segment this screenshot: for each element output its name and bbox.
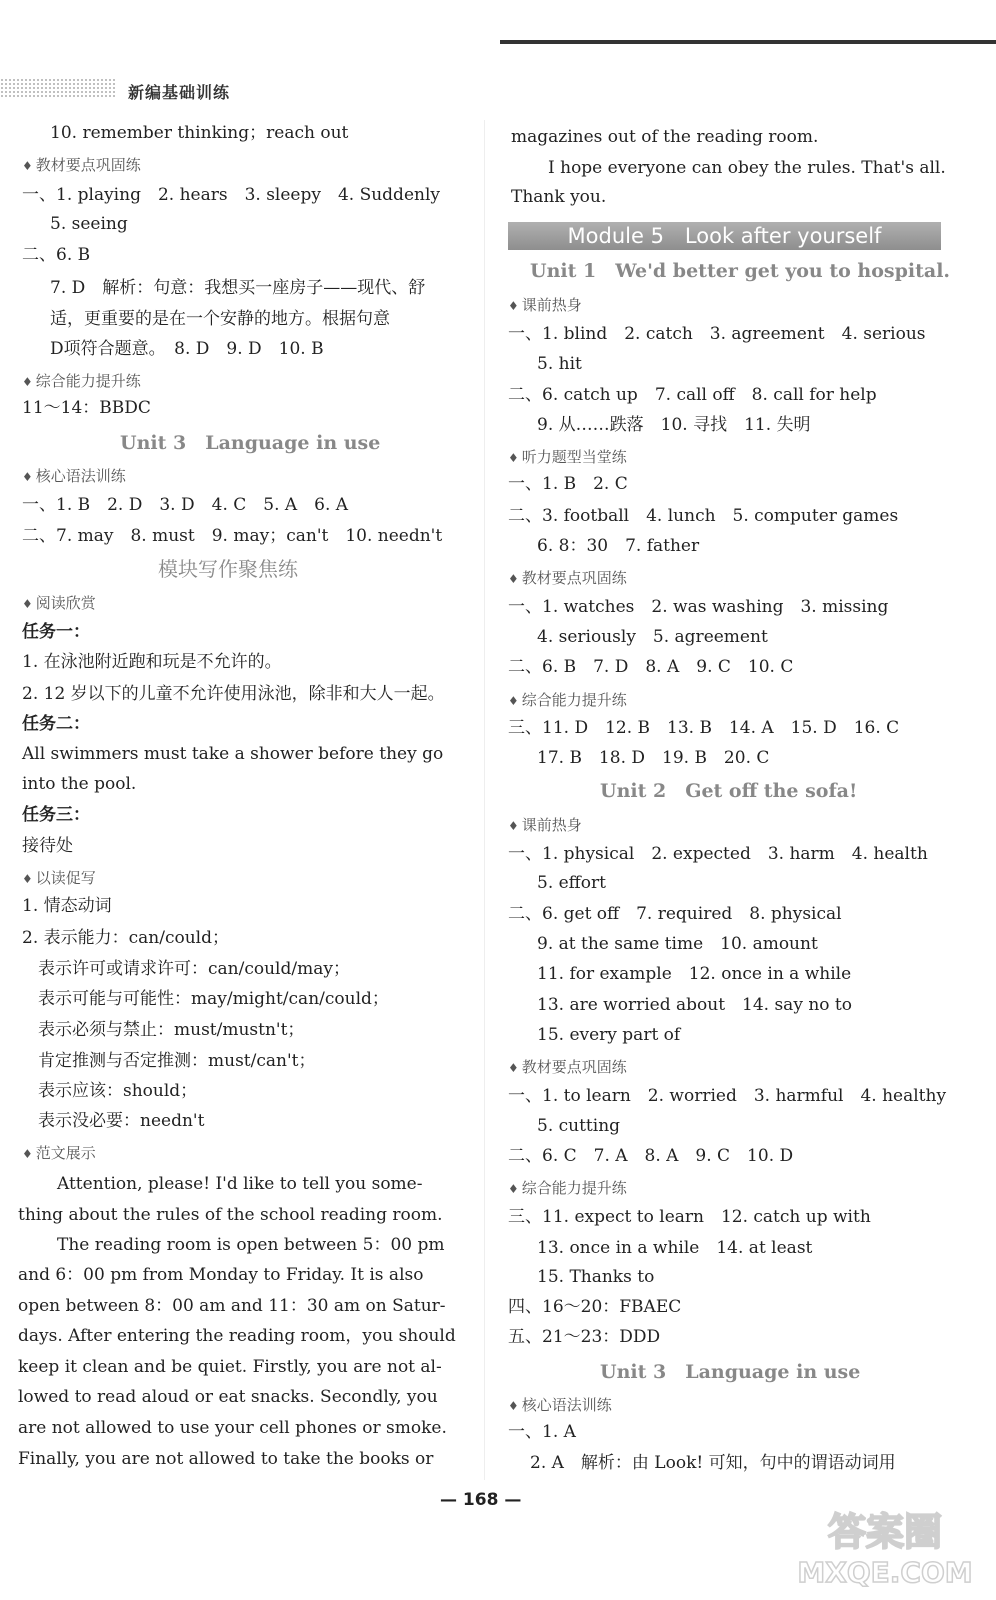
unit-heading: Unit 3 Language in use xyxy=(600,1361,861,1383)
answer-line: 15. Thanks to xyxy=(537,1267,655,1287)
answer-line: 任务二： xyxy=(22,714,90,734)
unit-heading: Unit 2 Get off the sofa! xyxy=(600,780,858,802)
answer-line: 6. 8：30 7. father xyxy=(537,536,700,556)
section-heading: ♦ 教材要点巩固练 xyxy=(22,153,141,178)
answer-line: 二、6. B xyxy=(22,245,91,265)
answer-line: 5. hit xyxy=(537,354,582,374)
answer-line: 一、1. B 2. C xyxy=(508,474,628,494)
answer-line: D项符合题意。 8. D 9. D 10. B xyxy=(50,339,324,359)
answer-line: magazines out of the reading room. xyxy=(511,127,819,147)
answer-line: 接待处 xyxy=(22,836,73,856)
section-heading: ♦ 课前热身 xyxy=(508,293,582,318)
header-dot-band xyxy=(0,78,115,98)
section-heading: ♦ 听力题型当堂练 xyxy=(508,445,627,470)
answer-line: days. After entering the reading room，you should xyxy=(18,1326,456,1346)
top-rule xyxy=(500,40,996,44)
answer-line: 四、16～20：FBAEC xyxy=(508,1297,682,1317)
watermark-line2: MXQE.COM xyxy=(797,1556,973,1589)
answer-line: thing about the rules of the school reading room. xyxy=(18,1205,443,1225)
section-heading: ♦ 核心语法训练 xyxy=(508,1393,612,1418)
answer-line: 2. 12 岁以下的儿童不允许使用泳池，除非和大人一起。 xyxy=(22,684,445,704)
answer-line: Finally, you are not allowed to take the books or xyxy=(18,1449,434,1469)
answer-line: 1. 在泳池附近跑和玩是不允许的。 xyxy=(22,652,282,672)
answer-line: 表示可能与可能性：may/might/can/could； xyxy=(38,989,389,1009)
answer-line: into the pool. xyxy=(22,774,137,794)
answer-line: 1. 情态动词 xyxy=(22,896,112,916)
answer-line: 5. effort xyxy=(537,873,606,893)
answer-line: 表示许可或请求许可：can/could/may； xyxy=(38,959,350,979)
answer-line: lowed to read aloud or eat snacks. Secondly, you xyxy=(18,1387,438,1407)
answer-line: 一、1. watches 2. was washing 3. missing xyxy=(508,597,889,617)
answer-line: 任务三： xyxy=(22,805,90,825)
section-heading: ♦ 教材要点巩固练 xyxy=(508,1055,627,1080)
section-heading: ♦ 范文展示 xyxy=(22,1141,96,1166)
section-heading: ♦ 综合能力提升练 xyxy=(22,369,141,394)
section-heading: ♦ 阅读欣赏 xyxy=(22,591,96,616)
answer-line: 11. for example 12. once in a while xyxy=(537,964,852,984)
answer-line: 二、6. B 7. D 8. A 9. C 10. C xyxy=(508,657,794,677)
answer-line: 2. 表示能力：can/could； xyxy=(22,928,229,948)
answer-line: 一、1. to learn 2. worried 3. harmful 4. healthy xyxy=(508,1086,947,1106)
answer-line: 三、11. expect to learn 12. catch up with xyxy=(508,1207,871,1227)
answer-line: 13. are worried about 14. say no to xyxy=(537,995,852,1015)
page-number-value: 168 xyxy=(462,1490,499,1510)
answer-line: 一、1. physical 2. expected 3. harm 4. health xyxy=(508,844,928,864)
answer-line: 10. remember thinking；reach out xyxy=(50,123,349,143)
answer-line: 二、6. C 7. A 8. A 9. C 10. D xyxy=(508,1146,794,1166)
answer-line: 15. every part of xyxy=(537,1025,681,1045)
answer-line: 任务一： xyxy=(22,622,90,642)
answer-line: 4. seriously 5. agreement xyxy=(537,627,768,647)
watermark-logo xyxy=(790,1500,980,1590)
answer-line: 7. D 解析：句意：我想买一座房子——现代、舒 xyxy=(50,278,426,298)
answer-line: 17. B 18. D 19. B 20. C xyxy=(537,748,770,768)
answer-line: 11～14：BBDC xyxy=(22,398,151,418)
page-number: — 168 — xyxy=(440,1490,522,1510)
answer-line: 13. once in a while 14. at least xyxy=(537,1238,813,1258)
answer-line: Thank you. xyxy=(511,187,607,207)
answer-line: 表示必须与禁止：must/mustn't； xyxy=(38,1020,305,1040)
section-heading: ♦ 教材要点巩固练 xyxy=(508,566,627,591)
answer-line: open between 8：00 am and 11：30 am on Satur- xyxy=(18,1296,446,1316)
watermark-line1: 答案圈 xyxy=(827,1510,943,1554)
answer-line: 9. 从……跌落 10. 寻找 11. 失明 xyxy=(537,415,811,435)
section-heading: ♦ 课前热身 xyxy=(508,813,582,838)
writing-heading: 模块写作聚焦练 xyxy=(158,557,298,581)
answer-line: 一、1. blind 2. catch 3. agreement 4. serious xyxy=(508,324,926,344)
answer-line: The reading room is open between 5：00 pm xyxy=(57,1235,445,1255)
answer-line: 五、21～23：DDD xyxy=(508,1327,661,1347)
answer-line: are not allowed to use your cell phones or smoke. xyxy=(18,1418,447,1438)
answer-line: Attention, please! I'd like to tell you some- xyxy=(57,1174,423,1194)
answer-line: 二、3. football 4. lunch 5. computer games xyxy=(508,506,899,526)
header-title: 新编基础训练 xyxy=(128,83,231,102)
answer-line: All swimmers must take a shower before they go xyxy=(22,744,444,764)
unit-heading: Unit 3 Language in use xyxy=(120,432,381,454)
section-heading: ♦ 综合能力提升练 xyxy=(508,1176,627,1201)
answer-line: 二、7. may 8. must 9. may；can't 10. needn't xyxy=(22,526,443,546)
answer-line: keep it clean and be quiet. Firstly, you are not al- xyxy=(18,1357,442,1377)
answer-line: 一、1. playing 2. hears 3. sleepy 4. Suddenly xyxy=(22,185,440,205)
answer-line: 一、1. A xyxy=(508,1422,576,1442)
answer-line: 2. A 解析：由 Look! 可知，句中的谓语动词用 xyxy=(530,1453,896,1473)
answer-line: 5. cutting xyxy=(537,1116,621,1136)
column-divider xyxy=(484,120,485,1480)
section-heading: ♦ 综合能力提升练 xyxy=(508,688,627,713)
answer-line: 二、6. get off 7. required 8. physical xyxy=(508,904,842,924)
answer-line: 表示应该：should； xyxy=(38,1081,198,1101)
answer-line: 肯定推测与否定推测：must/can't； xyxy=(38,1051,316,1071)
module-banner: Module 5 Look after yourself xyxy=(508,222,941,250)
answer-line: 适，更重要的是在一个安静的地方。根据句意 xyxy=(50,309,390,329)
answer-line: 一、1. B 2. D 3. D 4. C 5. A 6. A xyxy=(22,495,349,515)
answer-line: 三、11. D 12. B 13. B 14. A 15. D 16. C xyxy=(508,718,900,738)
section-heading: ♦ 以读促写 xyxy=(22,866,96,891)
answer-line: 二、6. catch up 7. call off 8. call for help xyxy=(508,385,877,405)
answer-line: and 6：00 pm from Monday to Friday. It is also xyxy=(18,1265,424,1285)
unit-heading: Unit 1 We'd better get you to hospital. xyxy=(530,260,951,282)
answer-line: I hope everyone can obey the rules. That's all. xyxy=(548,158,946,178)
answer-line: 5. seeing xyxy=(50,214,128,234)
answer-line: 表示没必要：needn't xyxy=(38,1111,205,1131)
section-heading: ♦ 核心语法训练 xyxy=(22,464,126,489)
answer-line: 9. at the same time 10. amount xyxy=(537,934,818,954)
